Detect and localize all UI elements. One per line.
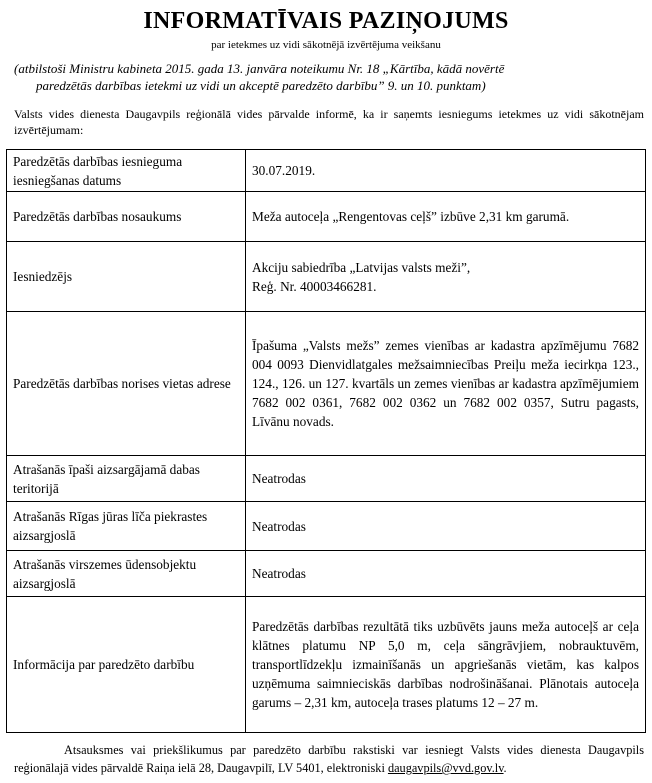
row-label: Paredzētās darbības iesnieguma iesniegšanas datums [7, 150, 246, 192]
footer-text: Atsauksmes vai priekšlikumus par paredzēto darbību rakstiski var iesniegt Valsts vides dienesta Daugavpils reģionālajā vides pārvaldē Raiņa ielā 28, Daugavpilī, LV 5401, elektroniski [14, 743, 644, 775]
table-row [7, 312, 646, 456]
row-value: 30.07.2019. [246, 150, 646, 192]
legal-basis [14, 60, 644, 94]
row-label: Atrašanās Rīgas jūras līča piekrastes aizsargjoslā [7, 502, 246, 551]
row-value: Neatrodas [246, 456, 646, 502]
row-value: Neatrodas [246, 502, 646, 551]
table-row [7, 502, 646, 551]
document-title: INFORMATĪVAIS PAZIŅOJUMS [143, 8, 509, 34]
row-value: Meža autoceļa „Rengentovas ceļš” izbūve 2,31 km garumā. [246, 192, 646, 242]
row-label: Paredzētās darbības nosaukums [7, 192, 246, 242]
row-value [246, 242, 646, 312]
table-row [7, 150, 646, 192]
row-label: Atrašanās īpaši aizsargājamā dabas teritorijā [7, 456, 246, 502]
document-subtitle: par ietekmes uz vidi sākotnējā izvērtējuma veikšanu [211, 39, 441, 51]
row-label: Atrašanās virszemes ūdensobjektu aizsargjoslā [7, 551, 246, 597]
table-row [7, 242, 646, 312]
table-row [7, 456, 646, 502]
row-value: Īpašuma „Valsts mežs” zemes vienības ar kadastra apzīmējumu 7682 004 0093 Dienvidlatgales mežsaimniecības Preiļu meža iecirkņa 123., 124., 126. un 127. kvartāls un zemes vienības ar kadastra apzīmējumiem 7682 002 0361, 7682 002 0362 un 7682 002 0357, Sutru pagasts, Līvānu novads. [246, 312, 646, 456]
table-row [7, 551, 646, 597]
row-label: Informācija par paredzēto darbību [7, 597, 246, 733]
legal-basis-line1: (atbilstoši Ministru kabineta 2015. gada 13. janvāra noteikumu Nr. 18 „Kārtība, kādā novērtē [14, 61, 505, 76]
footer-end: . [503, 761, 507, 775]
table-row [7, 597, 646, 733]
intro-paragraph: Valsts vides dienesta Daugavpils reģionālā vides pārvalde informē, ka ir saņemts iesniegums ietekmes uz vidi sākotnējam izvērtējumam: [14, 107, 644, 137]
applicant-reg-no: Reģ. Nr. 40003466281. [252, 278, 377, 294]
applicant-name: Akciju sabiedrība „Latvijas valsts meži”, [252, 259, 471, 275]
row-value: Paredzētās darbības rezultātā tiks uzbūvēts jauns meža autoceļš ar ceļa klātnes platumu NP 5,0 m, ceļa sāngrāvjiem, nobrauktuvēm, transportlīdzekļu izmainīšanās un apgriešanās vietām, kas kalpos uzņēmuma saimnieciskās darbības nodrošināšanai. Plānotais autoceļa garums – 2,31 km, autoceļa trases platums 12 – 27 m. [246, 597, 646, 733]
row-value: Neatrodas [246, 551, 646, 597]
email-link[interactable]: daugavpils@vvd.gov.lv [387, 761, 504, 775]
info-table [6, 149, 646, 733]
row-label: Paredzētās darbības norises vietas adrese [7, 312, 246, 456]
table-row [7, 192, 646, 242]
footer-note [14, 741, 644, 777]
row-label: Iesniedzējs [7, 242, 246, 312]
legal-basis-line2: paredzētās darbības ietekmi uz vidi un akceptē paredzēto darbību” 9. un 10. punktam) [36, 78, 486, 93]
